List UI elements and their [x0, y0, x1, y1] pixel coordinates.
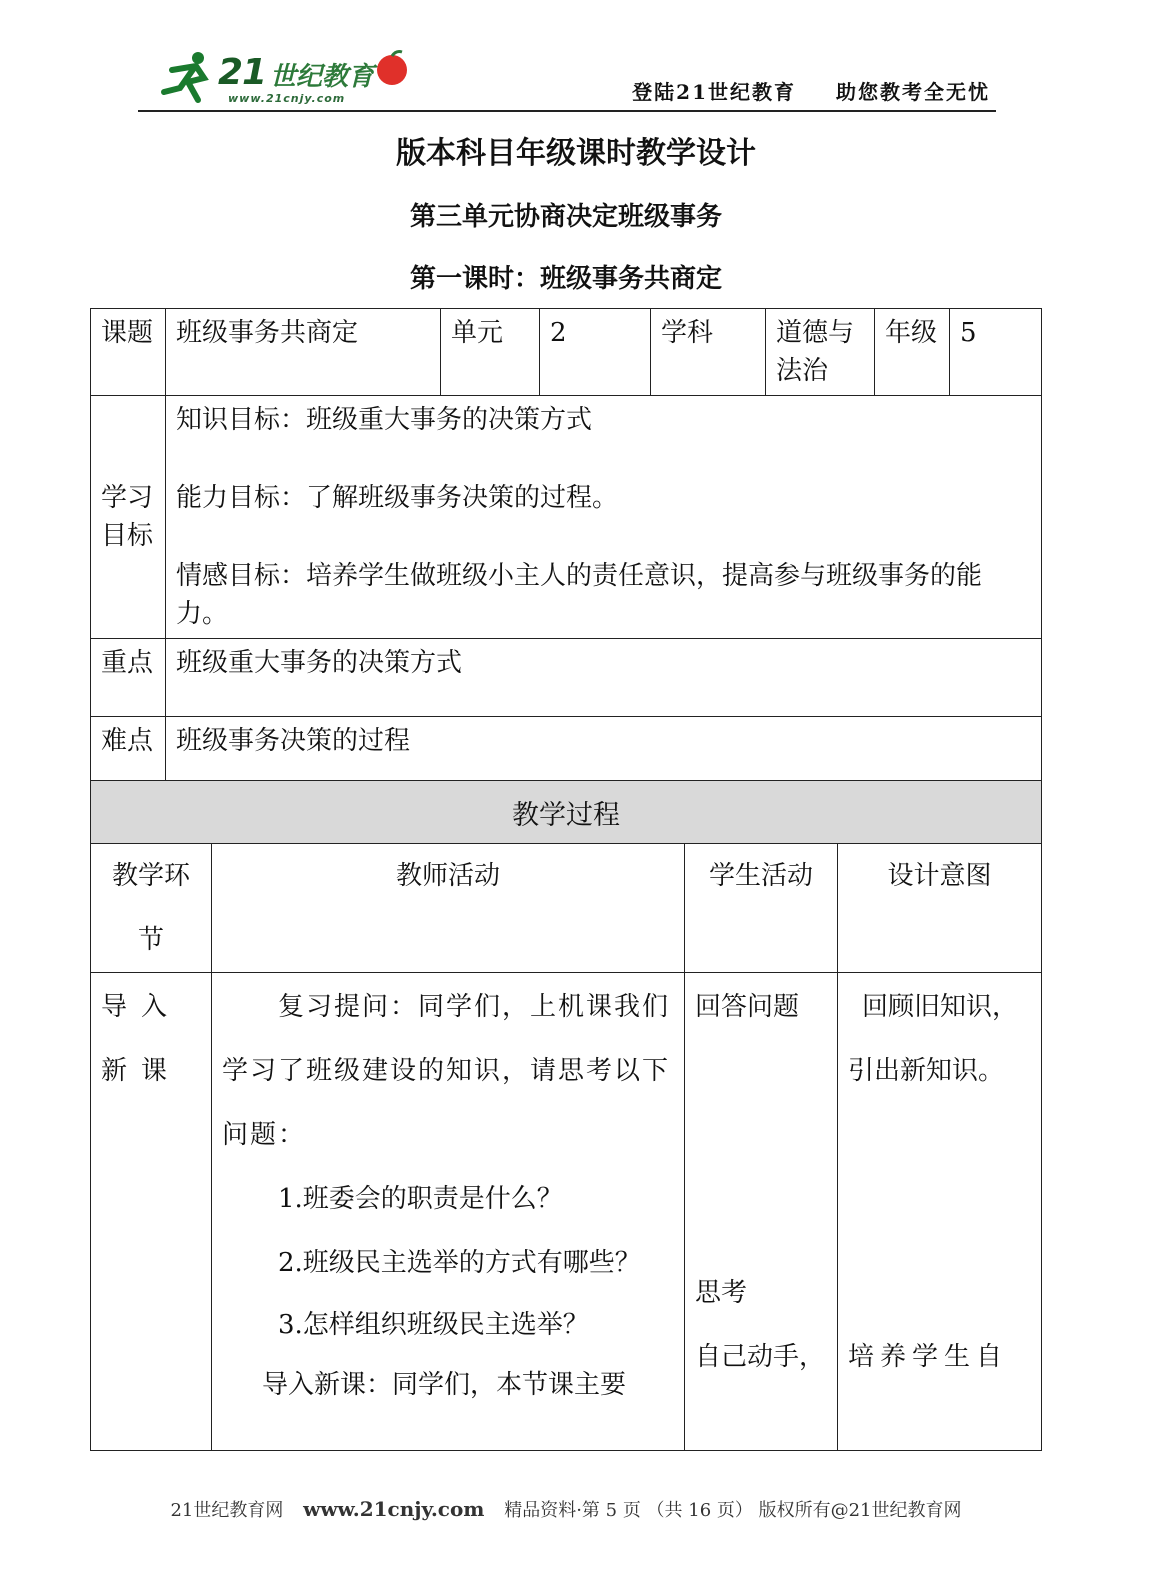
- intent-cell: [838, 973, 1042, 1451]
- footer-url[interactable]: www.21cnjy.com: [303, 1497, 485, 1521]
- logo-text: 世纪教育: [270, 62, 375, 92]
- slogan-left: 登陆21世纪教育: [632, 80, 796, 104]
- difficulty-label: 难点: [91, 717, 166, 795]
- site-logo: [158, 48, 398, 108]
- goal-emotion: 情感目标：培养学生做班级小主人的责任意识，提高参与班级事务的能力。: [176, 561, 983, 629]
- question-3: 3.怎样组织班级民主选举？: [278, 1310, 589, 1340]
- key-value: 班级重大事务的决策方式: [166, 639, 1042, 717]
- question-2: 2.班级民主选举的方式有哪些？: [278, 1248, 641, 1278]
- apple-icon: [368, 48, 414, 88]
- teacher-lead: 导入新课：同学们，本节课主要: [262, 1370, 627, 1400]
- header-slogan: [592, 76, 990, 105]
- stage-cell: 导入新课: [91, 973, 212, 1451]
- unit-label: 单元: [441, 309, 540, 396]
- footer-site: 21世纪教育网: [170, 1500, 284, 1521]
- unit-value: 2: [540, 309, 651, 396]
- unit-title: 第三单元协商决定班级事务: [409, 202, 722, 232]
- logo-url: www.21cnjy.com: [228, 92, 346, 105]
- goals-label: 学习目标: [91, 396, 166, 639]
- footer-page-info: 精品资料·第 5 页 （共 16 页） 版权所有@21世纪教育网: [504, 1500, 962, 1521]
- student-answer: 回答问题: [695, 992, 800, 1022]
- lesson-info-table: [90, 308, 1042, 795]
- topic-value: 班级事务共商定: [166, 309, 441, 396]
- col-teacher: 教师活动: [212, 844, 685, 973]
- teacher-activity-cell: [212, 973, 685, 1451]
- col-intent: 设计意图: [838, 844, 1042, 973]
- subject-label: 学科: [651, 309, 766, 396]
- logo-number: 21: [218, 52, 267, 93]
- student-think: 思考: [695, 1278, 748, 1308]
- difficulty-value: 班级事务决策的过程: [166, 717, 1042, 795]
- question-1: 1.班委会的职责是什么？: [278, 1184, 563, 1214]
- page-footer: [0, 1496, 1132, 1522]
- grade-label: 年级: [875, 309, 950, 396]
- intent-cultivate: 培养学生自: [848, 1342, 1009, 1372]
- process-band: 教学过程: [91, 781, 1042, 844]
- goal-knowledge: 知识目标：班级重大事务的决策方式: [176, 405, 593, 435]
- lesson-title: 第一课时：班级事务共商定: [409, 264, 722, 294]
- teacher-intro: 复习提问：同学们，上机课我们学习了班级建设的知识，请思考以下问题：: [222, 992, 671, 1150]
- slogan-right: 助您教考全无忧: [836, 80, 990, 104]
- goal-ability: 能力目标：了解班级事务决策的过程。: [176, 483, 619, 513]
- grade-value: 5: [950, 309, 1042, 396]
- key-label: 重点: [91, 639, 166, 717]
- col-stage: 教学环节: [91, 844, 212, 973]
- teaching-process-table: [90, 780, 1042, 1451]
- goals-cell: [166, 396, 1042, 639]
- runner-icon: [158, 48, 218, 108]
- intent-review: 回顾旧知识，引出新知识。: [848, 992, 1019, 1086]
- document-title: 版本科目年级课时教学设计: [396, 136, 756, 171]
- topic-label: 课题: [91, 309, 166, 396]
- student-hands-on: 自己动手，: [695, 1342, 826, 1372]
- student-activity-cell: [685, 973, 838, 1451]
- subject-value: 道德与法治: [766, 309, 875, 396]
- page-header: [138, 40, 996, 112]
- col-student: 学生活动: [685, 844, 838, 973]
